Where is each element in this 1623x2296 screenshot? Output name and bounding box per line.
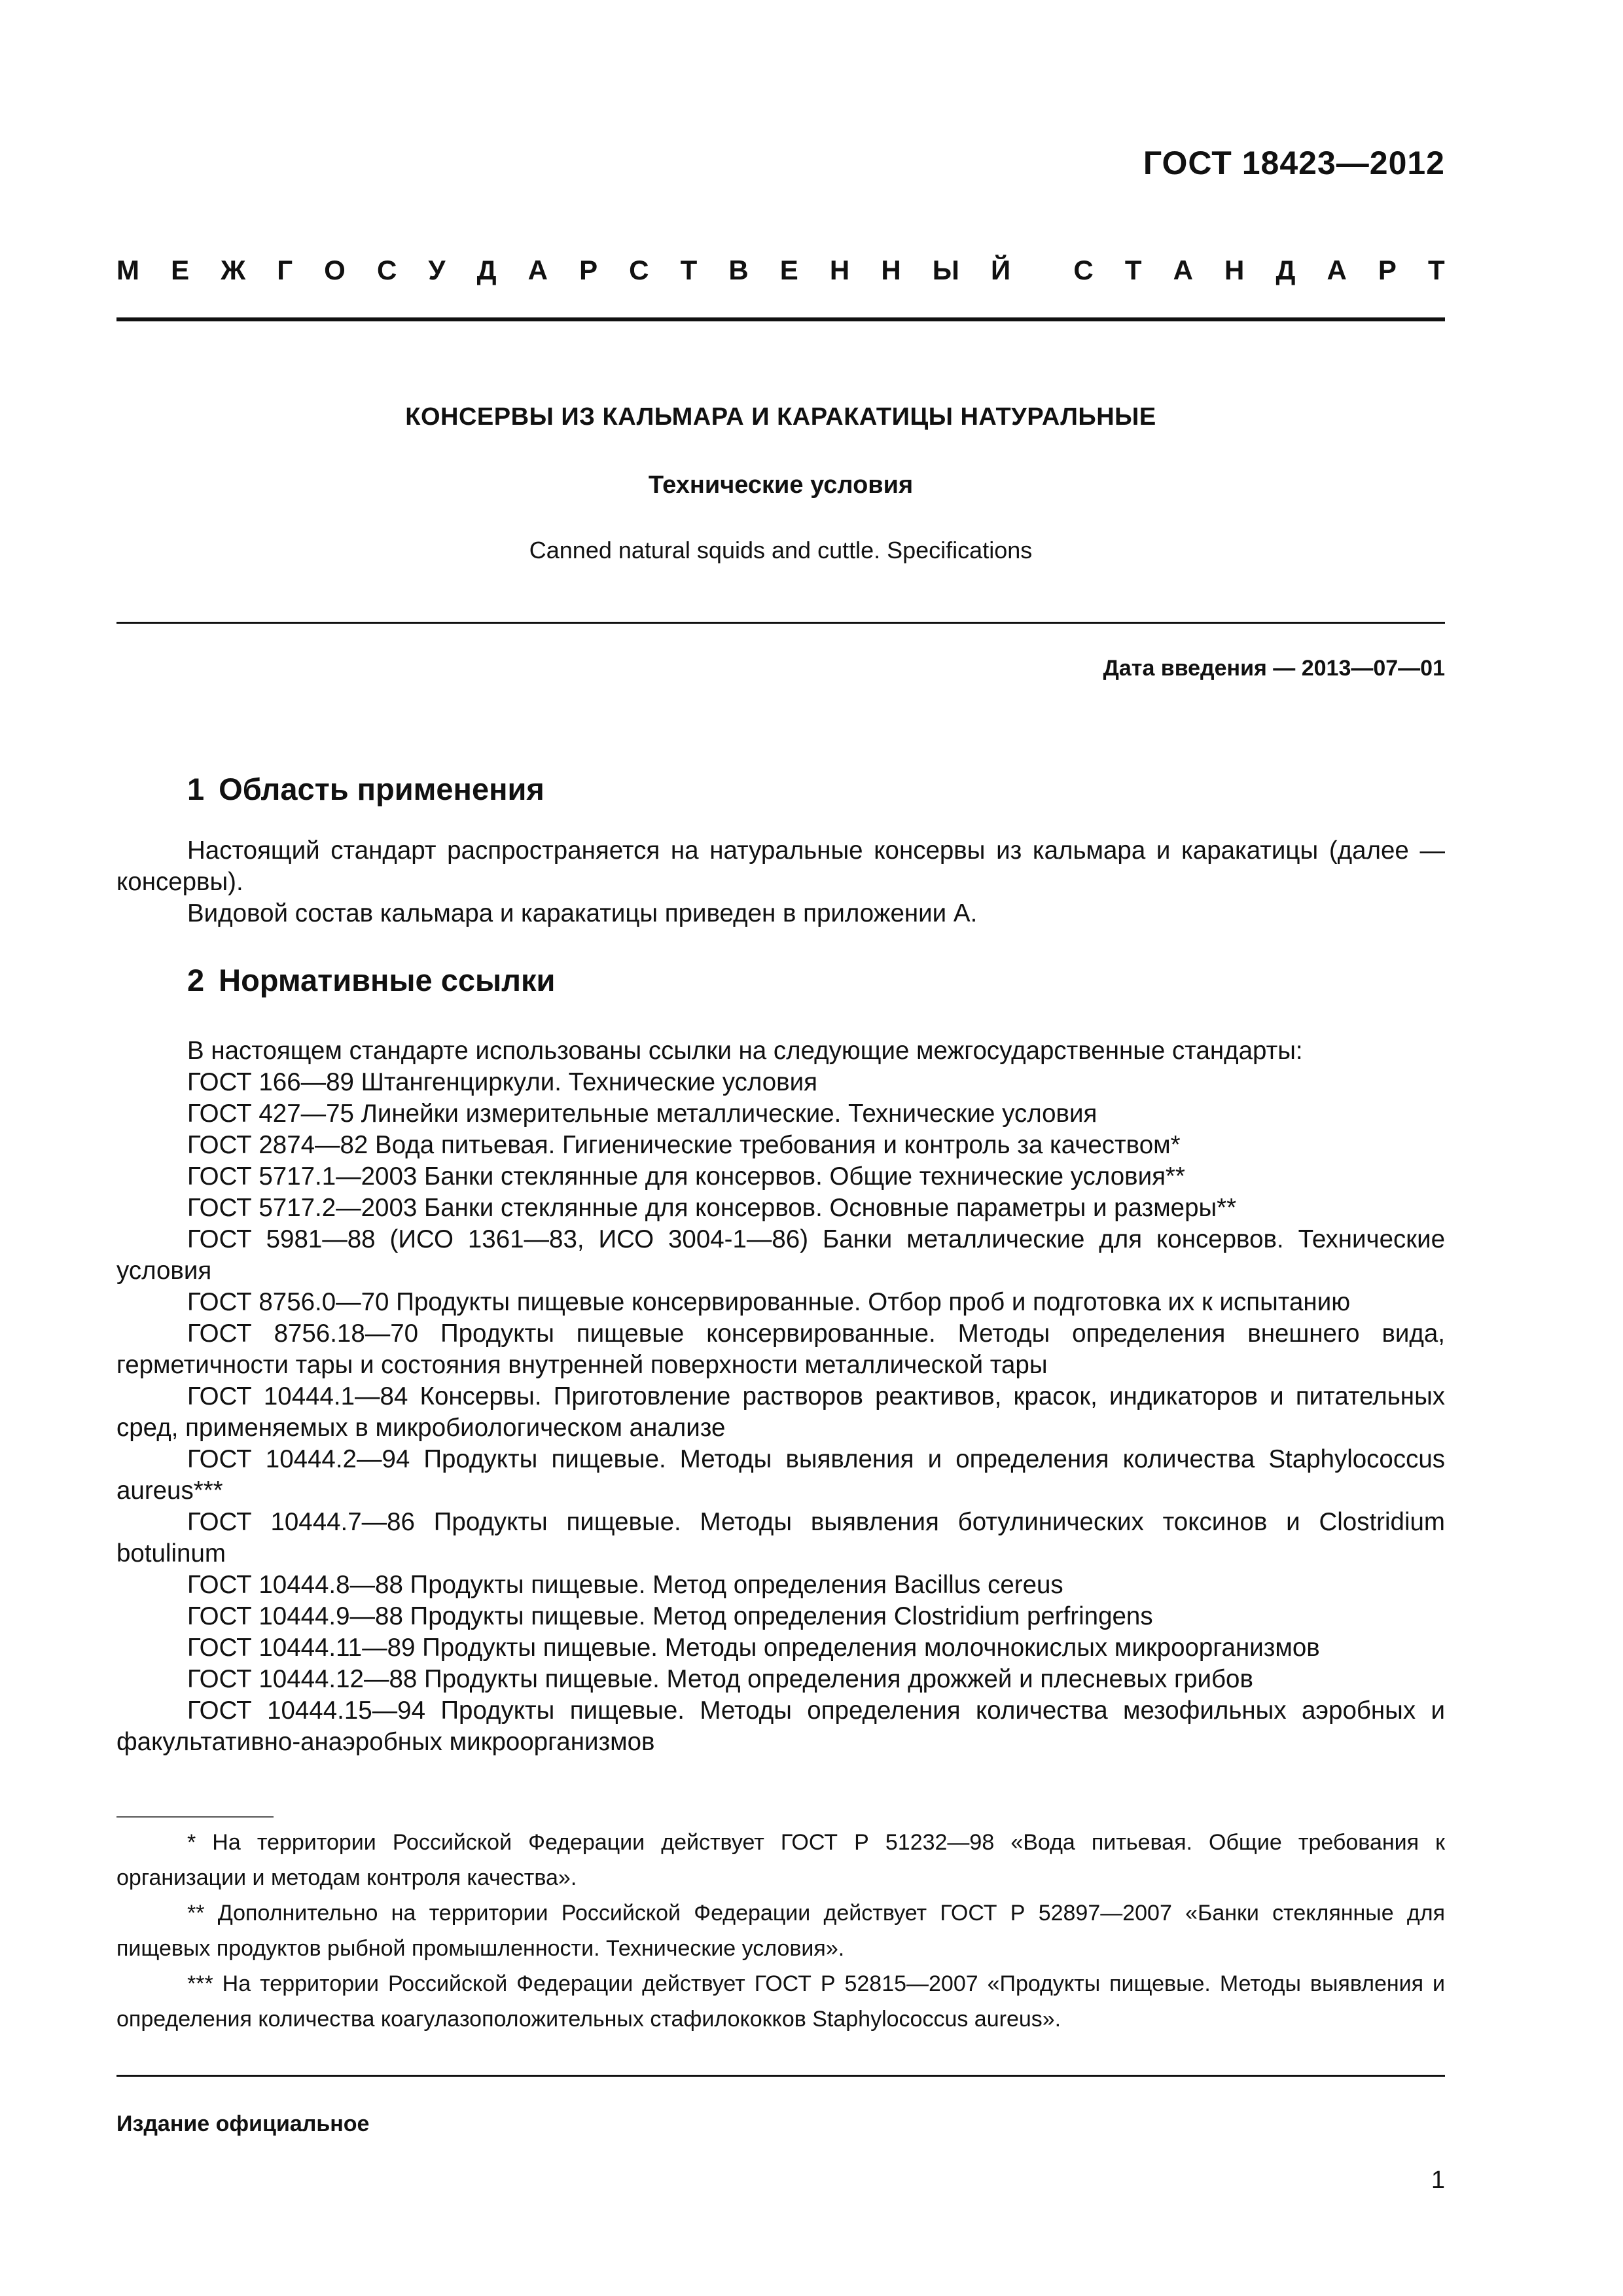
banner-letter: В — [728, 255, 749, 285]
banner-letter: А — [527, 255, 548, 285]
banner-letter: У — [428, 255, 446, 285]
footnote: * На территории Российской Федерации действует ГОСТ Р 51232—98 «Вода питьевая. Общие требования к организации и методам контроля качества». — [116, 1830, 1445, 1890]
section-title: Нормативные ссылки — [219, 963, 556, 997]
reference-item: ГОСТ 10444.8—88 Продукты пищевые. Метод определения Bacillus cereus — [187, 1571, 1063, 1599]
document-subtitle: Технические условия — [648, 471, 914, 499]
banner-letter: А — [1327, 255, 1347, 285]
banner-letter: Д — [476, 255, 497, 285]
reference-item: ГОСТ 10444.11—89 Продукты пищевые. Методы определения молочнокислых микроорганизмов — [187, 1634, 1320, 1662]
banner-letter: Д — [1275, 255, 1296, 285]
footnotes — [116, 1825, 1445, 2037]
footnote: ** Дополнительно на территории Российской Федерации действует ГОСТ Р 52897—2007 «Банки стеклянные для пищевых продуктов рыбной промышленности. Технические условия». — [116, 1901, 1445, 1961]
reference-item: ГОСТ 166—89 Штангенциркули. Технические условия — [187, 1068, 817, 1096]
reference-item: ГОСТ 10444.2—94 Продукты пищевые. Методы выявления и определения количества Staphylococcus aureus*** — [116, 1445, 1445, 1505]
banner-letter: Й — [991, 255, 1011, 285]
footnote-separator — [116, 1816, 274, 1818]
banner-letter: Т — [1428, 255, 1445, 285]
banner-letter: С — [1073, 255, 1094, 285]
reference-item: ГОСТ 10444.15—94 Продукты пищевые. Методы определения количества мезофильных аэробных и факультативно-анаэробных микроорганизмов — [116, 1696, 1445, 1756]
interstate-standard-banner — [116, 257, 1445, 284]
section-title: Область применения — [219, 772, 544, 806]
section-2-body — [116, 1035, 1445, 1758]
reference-item: ГОСТ 2874—82 Вода питьевая. Гигиенические требования и контроль за качеством* — [187, 1131, 1181, 1159]
reference-item: ГОСТ 8756.18—70 Продукты пищевые консервированные. Методы определения внешнего вида, герметичности тары и состояния внутренней поверхности металлической тары — [116, 1319, 1445, 1379]
reference-item: ГОСТ 5981—88 (ИСО 1361—83, ИСО 3004-1—86) Банки металлические для консервов. Технические условия — [116, 1225, 1445, 1285]
section-number: 1 — [187, 772, 205, 806]
reference-item: ГОСТ 427—75 Линейки измерительные металлические. Технические условия — [187, 1100, 1097, 1128]
official-edition-label: Издание официальное — [116, 2111, 370, 2136]
banner-letter: Р — [1378, 255, 1397, 285]
section-2-heading — [187, 962, 555, 998]
banner-letter: С — [376, 255, 397, 285]
banner-letter: Т — [1124, 255, 1142, 285]
reference-item: ГОСТ 5717.2—2003 Банки стеклянные для консервов. Основные параметры и размеры** — [187, 1194, 1237, 1222]
banner-letter: Н — [881, 255, 901, 285]
reference-item: ГОСТ 5717.1—2003 Банки стеклянные для консервов. Общие технические условия** — [187, 1162, 1185, 1191]
paragraph: Настоящий стандарт распространяется на натуральные консервы из кальмара и каракатицы (далее — консервы). — [116, 836, 1445, 896]
banner-letter: Е — [171, 255, 190, 285]
paragraph: В настоящем стандарте использованы ссылки на следующие межгосударственные стандарты: — [187, 1037, 1303, 1065]
document-title-english: Canned natural squids and cuttle. Specifications — [529, 537, 1033, 564]
introduction-date: Дата введения — 2013—07—01 — [1103, 656, 1445, 681]
banner-letter: Н — [829, 255, 850, 285]
reference-item: ГОСТ 10444.1—84 Консервы. Приготовление растворов реактивов, красок, индикаторов и питательных сред, применяемых в микробиологическом анализе — [116, 1382, 1445, 1442]
banner-letter: А — [1173, 255, 1193, 285]
gost-number: ГОСТ 18423—2012 — [1143, 145, 1445, 181]
banner-letter: Г — [277, 255, 293, 285]
banner-letter: С — [629, 255, 649, 285]
reference-item: ГОСТ 10444.7—86 Продукты пищевые. Методы выявления ботулинических токсинов и Clostridium botulinum — [116, 1508, 1445, 1568]
page-number: 1 — [1431, 2166, 1445, 2194]
header-divider — [116, 317, 1445, 321]
section-1-heading — [187, 771, 544, 807]
banner-letter: М — [116, 255, 139, 285]
section-number: 2 — [187, 963, 205, 997]
banner-letter: Н — [1224, 255, 1245, 285]
banner-letter: Т — [680, 255, 698, 285]
banner-letter: Р — [579, 255, 598, 285]
reference-item: ГОСТ 8756.0—70 Продукты пищевые консервированные. Отбор проб и подготовка их к испытанию — [187, 1288, 1351, 1316]
footer-divider — [116, 2075, 1445, 2077]
document-title: КОНСЕРВЫ ИЗ КАЛЬМАРА И КАРАКАТИЦЫ НАТУРАЛЬНЫЕ — [405, 403, 1156, 431]
banner-letter: О — [324, 255, 346, 285]
banner-letter: Ы — [932, 255, 959, 285]
title-divider — [116, 622, 1445, 624]
banner-letter: Ж — [221, 255, 246, 285]
reference-item: ГОСТ 10444.9—88 Продукты пищевые. Метод определения Clostridium perfringens — [187, 1602, 1153, 1630]
section-1-body — [116, 835, 1445, 929]
banner-letter: Е — [779, 255, 798, 285]
reference-item: ГОСТ 10444.12—88 Продукты пищевые. Метод определения дрожжей и плесневых грибов — [187, 1665, 1253, 1693]
footnote: *** На территории Российской Федерации действует ГОСТ Р 52815—2007 «Продукты пищевые. Методы выявления и определения количества коагулазоположительных стафилококков Staphylococcus aureus». — [116, 1971, 1445, 2032]
paragraph: Видовой состав кальмара и каракатицы приведен в приложении А. — [187, 899, 978, 927]
